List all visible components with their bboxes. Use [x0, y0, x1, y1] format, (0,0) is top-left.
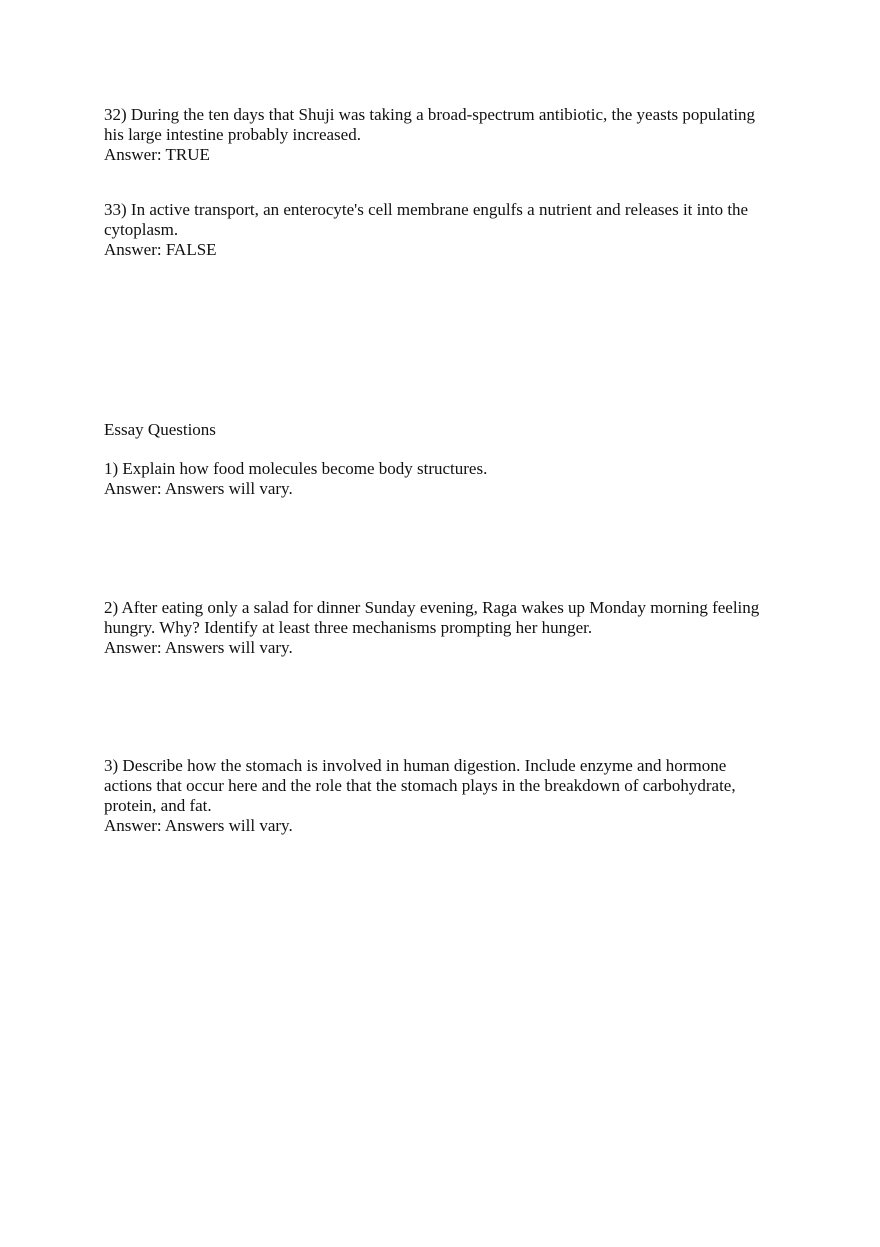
question-text: 2) After eating only a salad for dinner Sunday evening, Raga wakes up Monday morning feeling hungry. Why? Identify at least three mechanisms prompting her hunger. — [104, 598, 760, 637]
essay-question-3 — [104, 756, 776, 836]
answer-text: Answer: Answers will vary. — [104, 479, 293, 498]
answer-text: Answer: Answers will vary. — [104, 816, 293, 835]
question-text: 1) Explain how food molecules become body structures. — [104, 459, 488, 478]
answer-text: Answer: FALSE — [104, 240, 217, 259]
section-heading: Essay Questions — [104, 420, 216, 439]
question-33 — [104, 200, 776, 260]
question-text: 32) During the ten days that Shuji was taking a broad-spectrum antibiotic, the yeasts populating his large intestine probably increased. — [104, 105, 756, 144]
answer-text: Answer: Answers will vary. — [104, 638, 293, 657]
question-text: 3) Describe how the stomach is involved in human digestion. Include enzyme and hormone actions that occur here and the role that the stomach plays in the breakdown of carbohydrate, protein, and fat. — [104, 756, 736, 815]
essay-question-1 — [104, 459, 776, 499]
essay-question-2 — [104, 598, 776, 658]
question-32 — [104, 105, 776, 165]
question-text: 33) In active transport, an enterocyte's cell membrane engulfs a nutrient and releases it into the cytoplasm. — [104, 200, 749, 239]
answer-text: Answer: TRUE — [104, 145, 210, 164]
